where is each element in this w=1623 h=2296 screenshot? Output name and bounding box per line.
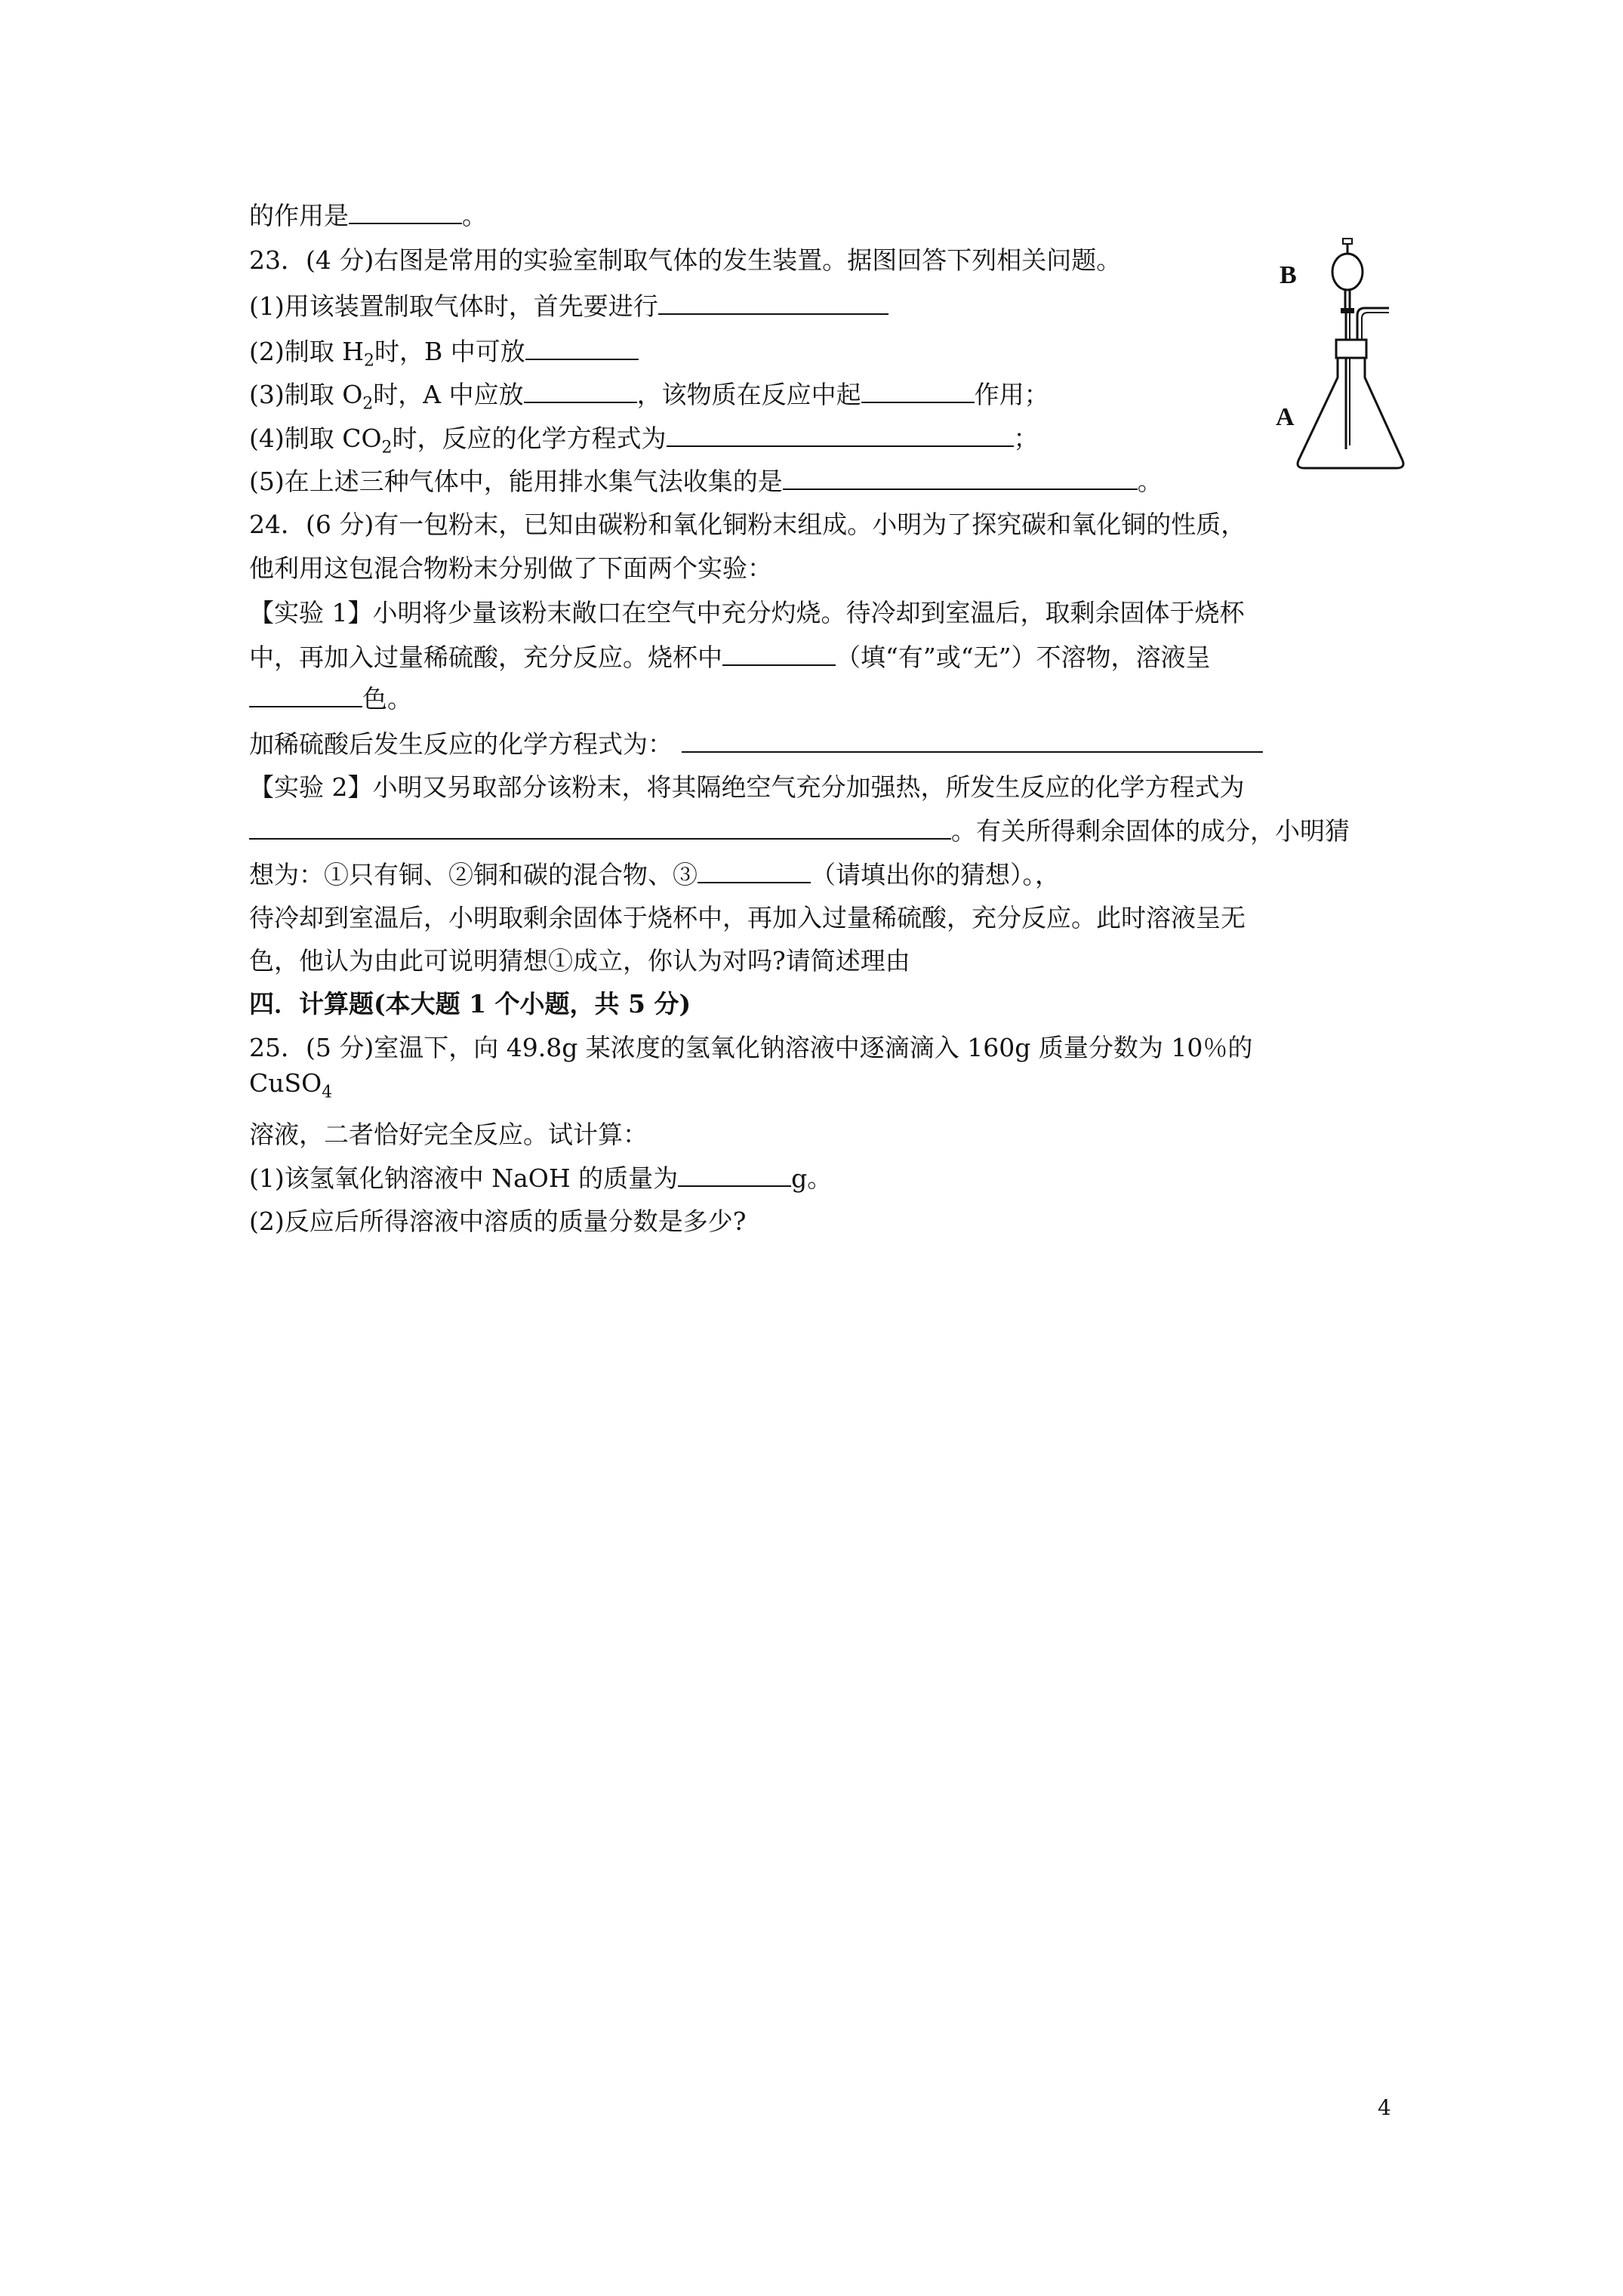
- answer-blank[interactable]: [698, 859, 811, 883]
- text: 他利用这包混合物粉末分别做了下面两个实验：: [249, 553, 772, 583]
- text: (3)制取 O: [249, 380, 363, 409]
- text: 24．(6 分)有一包粉末，已知由碳粉和氧化铜粉末组成。小明为了探究碳和氧化铜的性质，: [249, 510, 1246, 539]
- subscript: 2: [381, 438, 393, 458]
- subscript: 4: [322, 1083, 333, 1102]
- text: 时，反应的化学方程式为: [392, 424, 667, 453]
- answer-blank[interactable]: [783, 466, 1138, 490]
- q23-item-4: [249, 423, 1039, 464]
- text: ；: [1013, 424, 1039, 453]
- text: 色，他认为由此可说明猜想①成立，你认为对吗?请简述理由: [249, 946, 910, 975]
- q23-item-1: [249, 291, 888, 322]
- text: 时，A 中应放: [373, 380, 524, 409]
- page-number: 4: [1378, 2095, 1391, 2120]
- funnel-bulb: [1332, 254, 1363, 290]
- answer-blank[interactable]: [682, 729, 1263, 753]
- subscript: 2: [364, 351, 375, 371]
- answer-blank[interactable]: [722, 642, 836, 666]
- text: (1)用该装置制取气体时，首先要进行: [249, 291, 658, 321]
- text: (5)在上述三种气体中，能用排水集气法收集的是: [249, 467, 783, 496]
- q23-item-2: [249, 336, 639, 377]
- q25-line-3: [249, 1120, 648, 1150]
- text: 时，B 中可放: [374, 337, 525, 366]
- text: 色。: [362, 684, 412, 713]
- exp2-line-3: [249, 859, 1060, 890]
- text: 加稀硫酸后发生反应的化学方程式为：: [249, 729, 673, 759]
- q24-stem-1: [249, 510, 1246, 540]
- text: 。: [1137, 467, 1163, 496]
- text: CuSO: [249, 1068, 322, 1098]
- gas-generator-apparatus-figure: [1276, 227, 1427, 476]
- exp2-line-5: [249, 946, 910, 976]
- exp2-line-2: [249, 815, 1350, 846]
- answer-blank[interactable]: [667, 423, 1014, 447]
- text: (1)该氢氧化钠溶液中 NaOH 的质量为: [249, 1163, 679, 1193]
- text: 作用；: [974, 380, 1049, 409]
- answer-blank[interactable]: [524, 379, 637, 403]
- label-b: B: [1280, 261, 1297, 289]
- text: 溶液，二者恰好完全反应。试计算：: [249, 1120, 648, 1149]
- text: 23．(4 分)右图是常用的实验室制取气体的发生装置。据图回答下列相关问题。: [249, 245, 1122, 275]
- text: 待冷却到室温后，小明取剩余固体于烧杯中，再加入过量稀硫酸，充分反应。此时溶液呈无: [249, 903, 1246, 932]
- text: (2)反应后所得溶液中溶质的质量分数是多少?: [249, 1207, 747, 1236]
- label-a: A: [1276, 403, 1295, 431]
- text: (2)制取 H: [249, 337, 365, 366]
- q25-line-1: [249, 1033, 1252, 1063]
- text: 。有关所得剩余固体的成分，小明猜: [951, 816, 1350, 846]
- section-4-title: [249, 989, 691, 1019]
- text: 【实验 1】小明将少量该粉末敞口在空气中充分灼烧。待冷却到室温后，取剩余固体于烧杯: [249, 598, 1245, 627]
- text: （请填出你的猜想）。，: [811, 860, 1060, 889]
- exp1-line-2: [249, 642, 1210, 673]
- q23-stem: [249, 245, 1121, 276]
- text: 25．(5 分)室温下，向 49.8g 某浓度的氢氧化钠溶液中逐滴滴入 160g 质量分数为 10％的: [249, 1033, 1253, 1062]
- answer-blank[interactable]: [349, 200, 462, 224]
- answer-blank[interactable]: [249, 815, 951, 840]
- text: ，该物质在反应中起: [636, 380, 861, 409]
- q25-item-1: [249, 1163, 832, 1194]
- stopper: [1336, 340, 1366, 358]
- q23-item-3: [249, 379, 1049, 420]
- text: 【实验 2】小明又另取部分该粉末，将其隔绝空气充分加强热，所发生反应的化学方程式为: [249, 772, 1245, 802]
- answer-blank[interactable]: [658, 291, 888, 315]
- text: 中，再加入过量稀硫酸，充分反应。烧杯中: [249, 643, 722, 672]
- line-prev-question-tail: [249, 200, 487, 231]
- text: g。: [791, 1163, 833, 1193]
- text: （填“有”或“无”）不溶物，溶液呈: [836, 643, 1211, 672]
- q25-line-2: [249, 1068, 332, 1108]
- text: (4)制取 CO: [249, 424, 382, 453]
- text: 。: [462, 201, 487, 230]
- answer-blank[interactable]: [861, 379, 975, 403]
- answer-blank[interactable]: [249, 683, 362, 707]
- exp1-line-3: [249, 683, 412, 714]
- q23-item-5: [249, 466, 1163, 497]
- exp2-line-4: [249, 903, 1246, 933]
- answer-blank[interactable]: [525, 336, 639, 360]
- text: 想为：①只有铜、②铜和碳的混合物、③: [249, 860, 698, 889]
- text: 的作用是: [249, 201, 349, 230]
- exp1-line-1: [249, 598, 1245, 628]
- exp1-line-4: [249, 729, 1263, 760]
- q25-item-2: [249, 1207, 746, 1237]
- subscript: 2: [362, 394, 374, 414]
- q24-stem-2: [249, 553, 772, 584]
- text: 四．计算题(本大题 1 个小题，共 5 分): [249, 989, 691, 1019]
- answer-blank[interactable]: [678, 1163, 791, 1187]
- exp2-line-1: [249, 772, 1245, 803]
